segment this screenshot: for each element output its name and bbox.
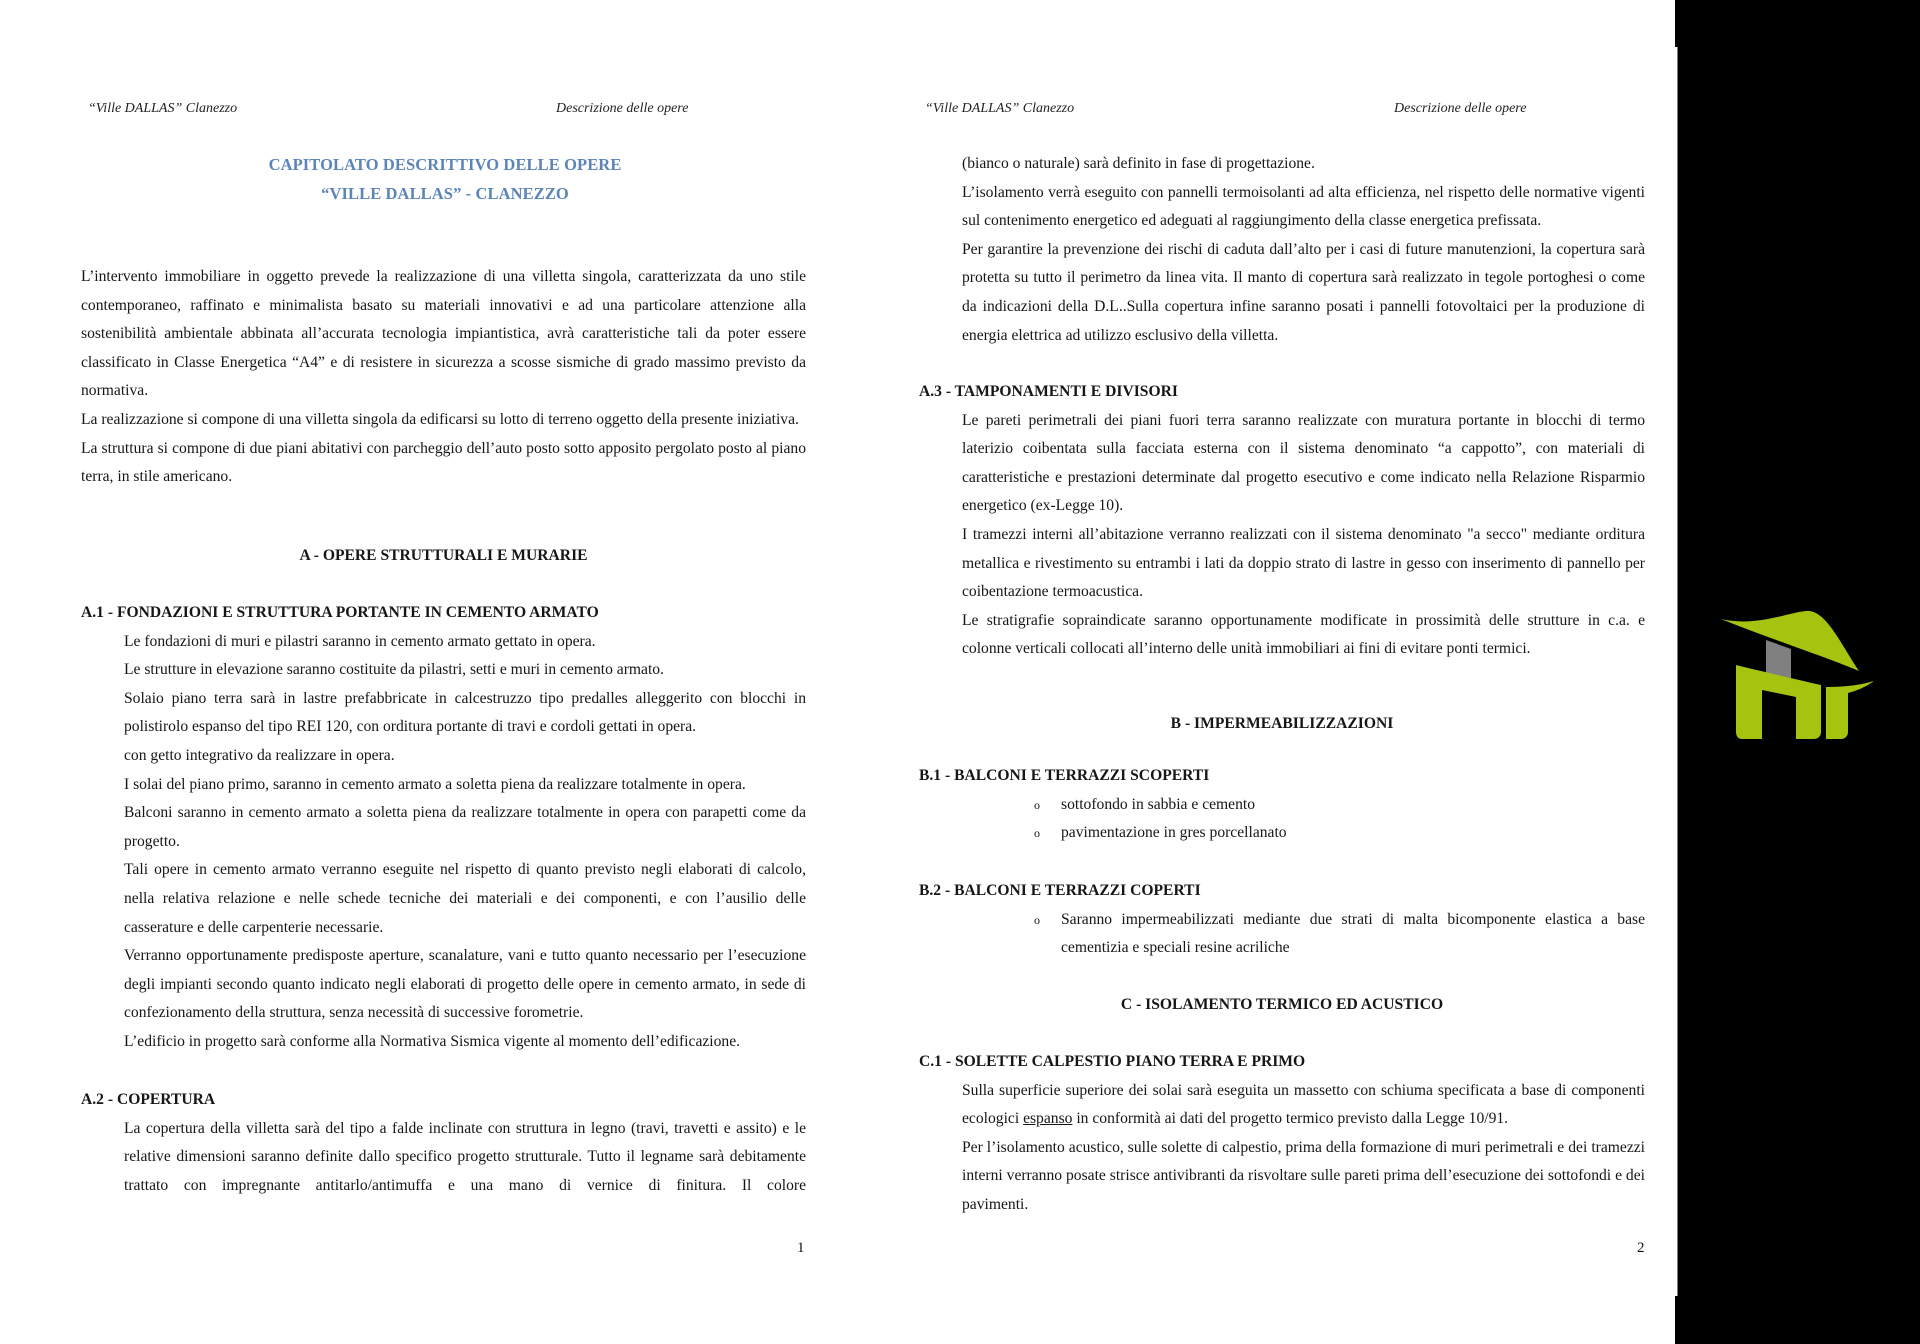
bullet-item: o sottofondo in sabbia e cemento [919, 791, 1645, 820]
subsection-heading-a2: A.2 - COPERTURA [81, 1091, 216, 1108]
a3-paragraph: Le pareti perimetrali dei piani fuori terra saranno realizzate con muratura portante in blocchi di termo laterizio coibentata sulla facciata esterna con il sistema denominato “a cappotto”, con materiali di caratteristiche e prestazioni determinate dal progetto esecutivo e come indicato nella Relazione Risparmio energetico (ex-Legge 10). [962, 411, 1645, 515]
subsection-heading-b2: B.2 - BALCONI E TERRAZZI COPERTI [919, 882, 1201, 899]
header-left: “Ville DALLAS” Clanezzo [925, 101, 1075, 116]
intro-paragraph: L’intervento immobiliare in oggetto prevede la realizzazione di una villetta singola, caratterizzata da uno stile contemporaneo, raffinato e minimalista basato su materiali innovativi e ad una particolare attenzione alla sostenibilità ambientale abbinata all’accurata tecnologia impiantistica, avrà caratteristiche tali da poter essere classificato in Classe Energetica “A4” e di resistere in sicurezza a scosse sismiche di grado massimo previsto da normativa. [81, 268, 806, 400]
a2-continuation [919, 150, 1645, 350]
section-heading-c: C - ISOLAMENTO TERMICO ED ACUSTICO [1120, 996, 1444, 1013]
continuation-paragraph: (bianco o naturale) sarà definito in fase di progettazione. [962, 155, 1315, 172]
subsection-heading-a1: A.1 - FONDAZIONI E STRUTTURA PORTANTE IN CEMENTO ARMATO [81, 604, 599, 621]
section-heading-a: A - OPERE STRUTTURALI E MURARIE [299, 547, 588, 564]
bullet-icon: o [1034, 912, 1040, 927]
subsection-heading-c1: C.1 - SOLETTE CALPESTIO PIANO TERRA E PRIMO [919, 1053, 1306, 1070]
brand-sidebar [1677, 0, 1920, 1344]
page-number: 1 [797, 1240, 805, 1256]
a1-paragraph: Tali opere in cemento armato verranno eseguite nel rispetto di quanto previsto negli elaborati di calcolo, nella relativa relazione e nelle schede tecniche dei materiali e dei componenti, e con l’ausilio delle casserature e delle carpenterie necessarie. [124, 861, 806, 936]
a3-paragraph: Le stratigrafie sopraindicate saranno opportunamente modificate in prossimità delle strutture in c.a. e colonne verticali collocati all’interno delle unità immobiliari ai fini di evitare ponti termici. [962, 611, 1645, 658]
a1-paragraph: con getto integrativo da realizzare in opera. [124, 746, 395, 764]
section-a2 [81, 1086, 806, 1200]
section-b2 [919, 877, 1645, 963]
a1-paragraph: Solaio piano terra sarà in lastre prefabbricate in calcestruzzo tipo predalles alleggerito con blocchi in polistirolo espanso del tipo REI 120, con orditura portante di travi e cordoli gettati in opera. [124, 689, 806, 736]
a3-paragraph: I tramezzi interni all’abitazione verranno realizzati con il sistema denominato "a secco" mediante orditura metallica e rivestimento su entrambi i lati da doppio strato di lastre in gesso con inserimento di pannello per coibentazione termoacustica. [962, 525, 1645, 601]
a1-paragraph: I solai del piano primo, saranno in cemento armato a soletta piena da realizzare totalmente in opera. [124, 775, 746, 793]
header-right: Descrizione delle opere [1394, 101, 1527, 116]
intro-paragraph: La struttura si compone di due piani abitativi con parcheggio dell’auto posto sotto apposito pergolato posto al piano terra, in stile americano. [81, 439, 806, 486]
subsection-heading-b1: B.1 - BALCONI E TERRAZZI SCOPERTI [919, 767, 1210, 784]
section-a3 [919, 378, 1645, 664]
house-logo-icon [1716, 605, 1876, 745]
document-subtitle: “VILLE DALLAS” - CLANEZZO [321, 184, 569, 203]
intro-paragraph: La realizzazione si compone di una villetta singola da edificarsi su lotto di terreno oggetto della presente iniziativa. [81, 410, 799, 428]
document-page-2 [838, 0, 1675, 1344]
header-right: Descrizione delle opere [556, 101, 689, 116]
c1-paragraph: Sulla superficie superiore dei solai sarà eseguita un massetto con schiuma specificata a base di componenti ecologici espanso in conformità ai dati del progetto termico previsto dalla Legge 10/91. [962, 1081, 1645, 1128]
c1-paragraph: Per l’isolamento acustico, sulle solette di calpestio, prima della formazione di muri perimetrali e dei tramezzi interni verranno posate strisce antivibranti da risvoltare sulle pareti prima dell’esecuzione dei sottofondi e dei pavimenti. [962, 1138, 1645, 1213]
a1-paragraph: Balconi saranno in cemento armato a soletta piena da realizzare totalmente in opera con parapetti come da progetto. [124, 804, 806, 850]
document-title: CAPITOLATO DESCRITTIVO DELLE OPERE [268, 155, 622, 174]
a1-paragraph: L’edificio in progetto sarà conforme alla Normativa Sismica vigente al momento dell’edificazione. [124, 1032, 741, 1050]
document-page-1 [0, 0, 838, 1344]
bullet-item: o Saranno impermeabilizzati mediante due strati di malta bicomponente elastica a base cementizia e speciali resine acriliche [919, 906, 1645, 963]
continuation-paragraph: L’isolamento verrà eseguito con pannelli termoisolanti ad alta efficienza, nel rispetto delle normative vigenti sul contenimento energetico ed adeguati al raggiungimento della classe energetica prefissata. [962, 183, 1645, 230]
a1-paragraph: Le fondazioni di muri e pilastri saranno in cemento armato gettato in opera. [124, 632, 596, 650]
a2-paragraph: La copertura della villetta sarà del tipo a falde inclinate con struttura in legno (travi, travetti e assito) e le relative dimensioni saranno definite dallo specifico progetto strutturale. Tutto il legname sarà debitamente trattato con impregnante antitarlo/antimuffa e una mano di vernice di finitura. Il colore [124, 1119, 806, 1194]
bullet-icon: o [1034, 826, 1040, 841]
subsection-heading-a3: A.3 - TAMPONAMENTI E DIVISORI [919, 383, 1178, 400]
a1-paragraph: Le strutture in elevazione saranno costituite da pilastri, setti e muri in cemento armato. [124, 661, 664, 679]
continuation-paragraph: Per garantire la prevenzione dei rischi di caduta dall’alto per i casi di future manutenzioni, la copertura sarà protetta su tutto il perimetro da linea vita. Il manto di copertura sarà realizzato in tegole portoghesi o come da indicazioni della D.L..Sulla copertura infine saranno posati i pannelli fotovoltaici per la produzione di energia elettrica ad utilizzo esclusivo della villetta. [962, 240, 1645, 344]
page-number: 2 [1637, 1240, 1645, 1256]
bullet-item: o pavimentazione in gres porcellanato [919, 819, 1645, 848]
section-heading-b: B - IMPERMEABILIZZAZIONI [1170, 715, 1394, 732]
bullet-icon: o [1034, 797, 1040, 812]
header-left: “Ville DALLAS” Clanezzo [88, 101, 238, 116]
a1-paragraph: Verranno opportunamente predisposte aperture, scanalature, vani e tutto quanto necessario per l’esecuzione degli impianti secondo quanto indicato negli elaborati di progetto delle opere in cemento armato, in sede di confezionamento della struttura, senza necessità di successive forometrie. [124, 947, 806, 1022]
section-a1 [81, 599, 806, 1057]
section-b1 [919, 762, 1645, 848]
section-c1 [919, 1048, 1645, 1220]
intro-section [81, 263, 806, 492]
underlined-term: espanso [1023, 1110, 1073, 1128]
